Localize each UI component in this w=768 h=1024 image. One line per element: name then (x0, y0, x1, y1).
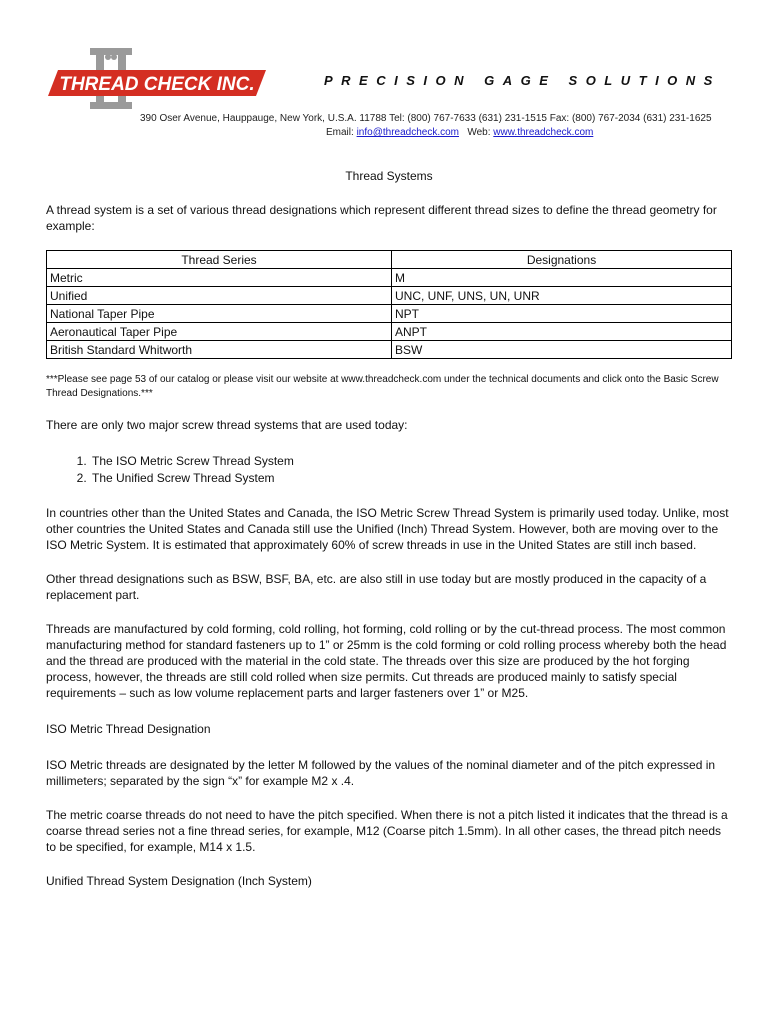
address-line: 390 Oser Avenue, Hauppauge, New York, U.S.A. 11788 Tel: (800) 767-7633 (631) 231-1515 Fax: (800) 767-2034 (631) 231-1625 (140, 113, 712, 124)
table-header-series: Thread Series (47, 251, 392, 269)
table-cell: Aeronautical Taper Pipe (47, 323, 392, 341)
table-cell: Unified (47, 287, 392, 305)
table-cell: ANPT (392, 323, 732, 341)
email-label: Email: (326, 127, 354, 138)
table-cell: NPT (392, 305, 732, 323)
document-body (46, 168, 732, 889)
list-item: 2. The Unified Screw Thread System (90, 470, 732, 487)
page-title: Thread Systems (345, 169, 433, 183)
list-item: 1. The ISO Metric Screw Thread System (90, 453, 732, 470)
table-row (47, 341, 732, 359)
company-logo (46, 44, 276, 116)
web-link[interactable]: www.threadcheck.com (493, 127, 594, 138)
table-cell: M (392, 269, 732, 287)
email-link[interactable]: info@threadcheck.com (356, 127, 459, 138)
table-header-designations: Designations (392, 251, 732, 269)
table-cell: British Standard Whitworth (47, 341, 392, 359)
thread-systems-list (46, 453, 732, 487)
table-row (47, 269, 732, 287)
table-row (47, 323, 732, 341)
intro-paragraph: A thread system is a set of various thread designations which represent different thread sizes to define the thread geometry for example: (46, 203, 717, 233)
company-name: THREAD CHECK INC. (59, 74, 255, 95)
table-cell: Metric (47, 269, 392, 287)
letterhead (46, 44, 736, 144)
iso-heading: ISO Metric Thread Designation (46, 722, 211, 736)
table-row (47, 305, 732, 323)
table-cell: BSW (392, 341, 732, 359)
major-systems-intro: There are only two major screw thread systems that are used today: (46, 418, 408, 432)
contact-line (326, 127, 593, 138)
coarse-paragraph: The metric coarse threads do not need to have the pitch specified. When there is not a pitch listed it indicates that the thread is a coarse thread series not a fine thread series, for example, M12 (Coarse pitch 1.5mm). In all other cases, the thread pitch needs to be specified, for example, M14 x 1.5. (46, 808, 728, 854)
table-cell: National Taper Pipe (47, 305, 392, 323)
web-label: Web: (467, 127, 491, 138)
other-designations-paragraph: Other thread designations such as BSW, BSF, BA, etc. are also still in use today but are mostly produced in the capacity of a replacement part. (46, 572, 707, 602)
table-row (47, 287, 732, 305)
thread-series-table (46, 250, 732, 359)
countries-paragraph: In countries other than the United States and Canada, the ISO Metric Screw Thread System is primarily used today. Unlike, most other countries the United States and Canada still use the Unified (Inch) Thread System. However, both are moving over to the ISO Metric System. It is estimated that approximately 60% of screw threads in use in the United States are still inch based. (46, 506, 729, 552)
table-header-row (47, 251, 732, 269)
catalog-note: ***Please see page 53 of our catalog or please visit our website at www.threadcheck.com under the technical documents and click onto the Basic Screw Thread Designations.*** (46, 374, 719, 399)
tagline: PRECISION GAGE SOLUTIONS (324, 73, 721, 88)
table-cell: UNC, UNF, UNS, UN, UNR (392, 287, 732, 305)
unified-heading: Unified Thread System Designation (Inch System) (46, 874, 312, 888)
manufacturing-paragraph: Threads are manufactured by cold forming, cold rolling, hot forming, cold rolling or by the cut-thread process. The most common manufacturing method for standard fasteners up to 1” or 25mm is the cold forming or cold rolling process whereby both the head and the thread are produced with the material in the cold state. The threads over this size are produced by the hot forging process, however, the threads are still cold rolled when size permits. Cut threads are produced mainly to satisfy special requirements – such as low volume replacement parts and larger fasteners over 1” or M25. (46, 622, 727, 700)
iso-paragraph: ISO Metric threads are designated by the letter M followed by the values of the nominal diameter and of the pitch expressed in millimeters; separated by the sign “x” for example M2 x .4. (46, 758, 716, 788)
